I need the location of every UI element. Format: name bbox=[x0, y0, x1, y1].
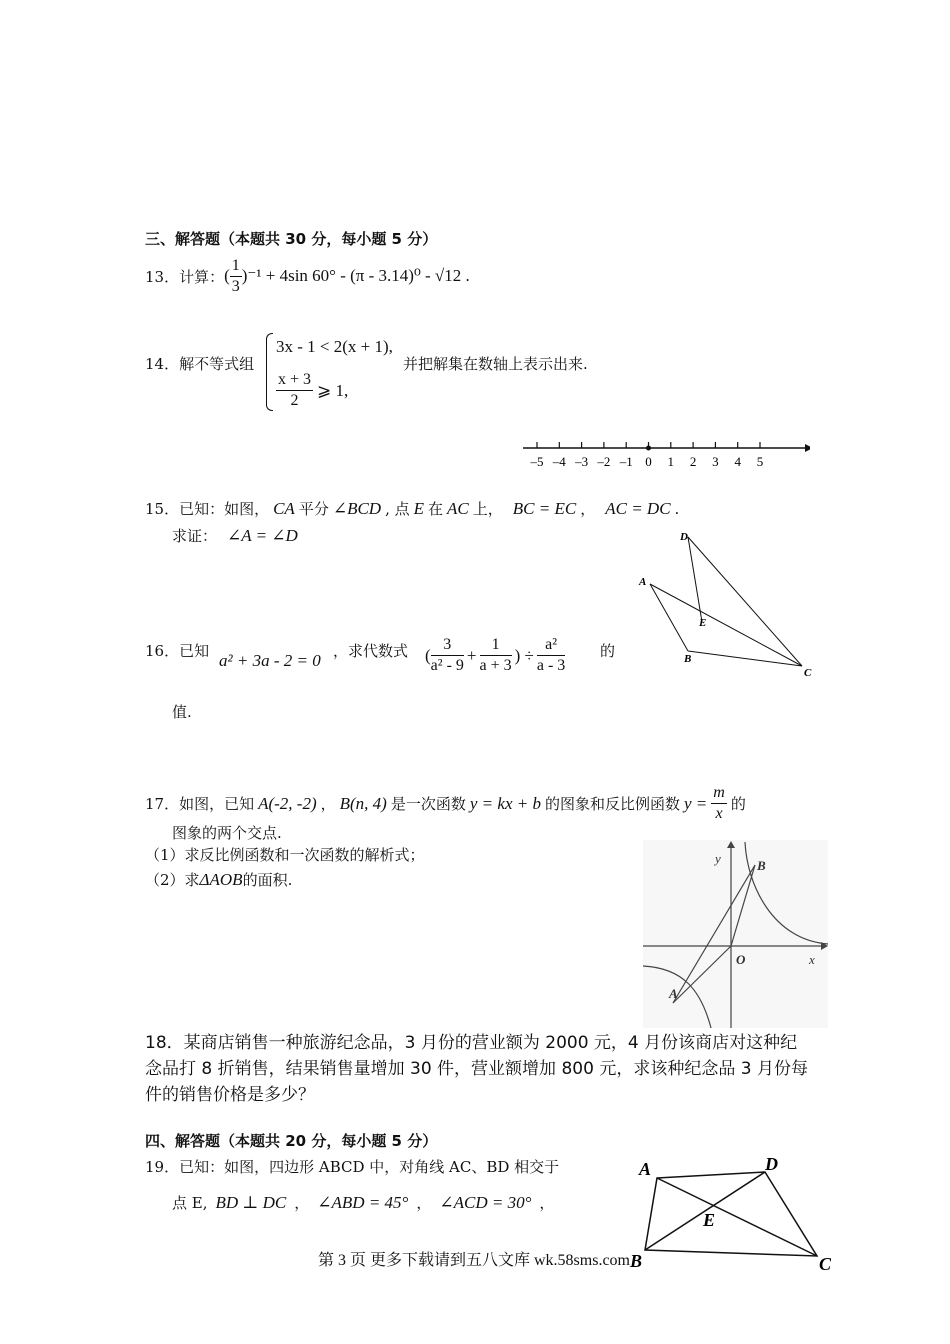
q15-label-A: A bbox=[639, 576, 647, 588]
q15-figure bbox=[630, 525, 820, 685]
q13-fraction: $\frac{1}{3}$ bbox=[231, 256, 240, 295]
number-line-tick-label: 1 bbox=[667, 454, 675, 469]
q16-mid: ，求代数式 bbox=[333, 642, 409, 660]
number-line-tick-label: 0 bbox=[645, 454, 652, 469]
q19-label-E: E bbox=[703, 1210, 716, 1230]
q13-expression: )⁻¹ + 4sin 60° - (π - 3.14)⁰ - √12 . bbox=[241, 266, 470, 285]
section-3-heading: 三、解答题（本题共 30 分，每小题 5 分） bbox=[145, 230, 438, 248]
number-line-tick-label: 4 bbox=[734, 454, 741, 469]
q19-label-C: C bbox=[819, 1254, 832, 1274]
q16-label: 16．已知 bbox=[145, 642, 210, 660]
q16-expression: ( $\frac{3}{\text{a² - 9}}$ + $\frac{1}{a + 3}$ ) ÷ $\frac{\text{a²}}{a - 3}$ bbox=[425, 636, 566, 674]
q17-label-B: B bbox=[757, 858, 766, 873]
q19-label-D: D bbox=[765, 1154, 778, 1174]
question-13: 13．计算： ( $\frac{1}{3}$ )⁻¹ + 4sin 60° - (π - 3.14)⁰ - √12 . bbox=[145, 256, 470, 295]
q14-brace bbox=[266, 333, 273, 411]
q14-label: 14．解不等式组 bbox=[145, 355, 255, 373]
question-15-line-1: 15．已知：如图， CA 平分 ∠BCD , 点 E 在 AC 上， BC = EC ， AC = DC . bbox=[145, 499, 680, 518]
q17-label-y: y bbox=[715, 851, 721, 866]
q16-tail: 的 bbox=[600, 642, 616, 660]
q14-inequality-1: 3x - 1 < 2(x + 1), bbox=[276, 337, 393, 356]
number-line-tick-label: –3 bbox=[575, 454, 589, 469]
q17-label-A: A bbox=[669, 986, 678, 1001]
q15-label-B: B bbox=[684, 653, 692, 665]
q19-figure bbox=[625, 1150, 840, 1275]
page-footer: 第 3 页 更多下载请到五八文库 wk.58sms.com bbox=[318, 1252, 631, 1269]
q14-inequality-2: $\frac{x + 3}{2}$ ⩾ 1, bbox=[278, 371, 349, 409]
number-line-arrow bbox=[805, 444, 810, 452]
q19-line-1: 19．已知：如图，四边形 ABCD 中，对角线 AC、BD 相交于 bbox=[145, 1158, 560, 1176]
q17-sub-2: （2）求 ΔAOB 的面积. bbox=[145, 870, 293, 889]
number-line-tick-label: 2 bbox=[689, 454, 697, 469]
q15-label-C: C bbox=[804, 667, 812, 679]
q17-label-O: O bbox=[736, 952, 746, 967]
question-15-line-2: 求证： ∠A = ∠D bbox=[172, 526, 298, 545]
number-line-tick-label: –2 bbox=[597, 454, 611, 469]
q16-condition: a² + 3a - 2 = 0 bbox=[219, 651, 321, 670]
origin-dot bbox=[646, 446, 651, 451]
number-line bbox=[515, 435, 810, 475]
q15-label-E: E bbox=[699, 617, 707, 629]
q16-line-2: 值. bbox=[172, 703, 192, 721]
q17-label-x: x bbox=[809, 952, 815, 967]
number-line-tick-label: 5 bbox=[756, 454, 764, 469]
q17-sub-1: （1）求反比例函数和一次函数的解析式； bbox=[145, 846, 425, 864]
q14-tail: 并把解集在数轴上表示出来. bbox=[403, 355, 588, 373]
q13-label: 13．计算： bbox=[145, 267, 225, 286]
q19-line-2: 点 E, BD ⊥ DC ， ∠ABD = 45° ， ∠ACD = 30° ， bbox=[172, 1193, 555, 1212]
number-line-tick-label: –5 bbox=[530, 454, 544, 469]
q19-label-A: A bbox=[639, 1159, 652, 1179]
q17-figure bbox=[643, 840, 828, 1028]
number-line-tick-label: –1 bbox=[619, 454, 633, 469]
q19-label-B: B bbox=[630, 1251, 643, 1271]
section-4-heading: 四、解答题（本题共 20 分，每小题 5 分） bbox=[145, 1132, 438, 1150]
q15-label-D: D bbox=[680, 531, 688, 543]
q17-line-2: 图象的两个交点. bbox=[172, 824, 282, 842]
question-17-line-1: 17．如图，已知 A(-2, -2) ， B(n, 4) 是一次函数 y = kx + b 的图象和反比例函数 y = $\frac{m}{x}$ 的 bbox=[145, 784, 746, 822]
question-18: 18．某商店销售一种旅游纪念品，3 月份的营业额为 2000 元，4 月份该商店对这种纪念品打 8 折销售，结果销售量增加 30 件，营业额增加 800 元，求该种纪念品 3 月份每件的销售价格是多少？ bbox=[145, 1033, 808, 1105]
number-line-tick-label: 3 bbox=[712, 454, 719, 469]
number-line-tick-label: –4 bbox=[552, 454, 566, 469]
